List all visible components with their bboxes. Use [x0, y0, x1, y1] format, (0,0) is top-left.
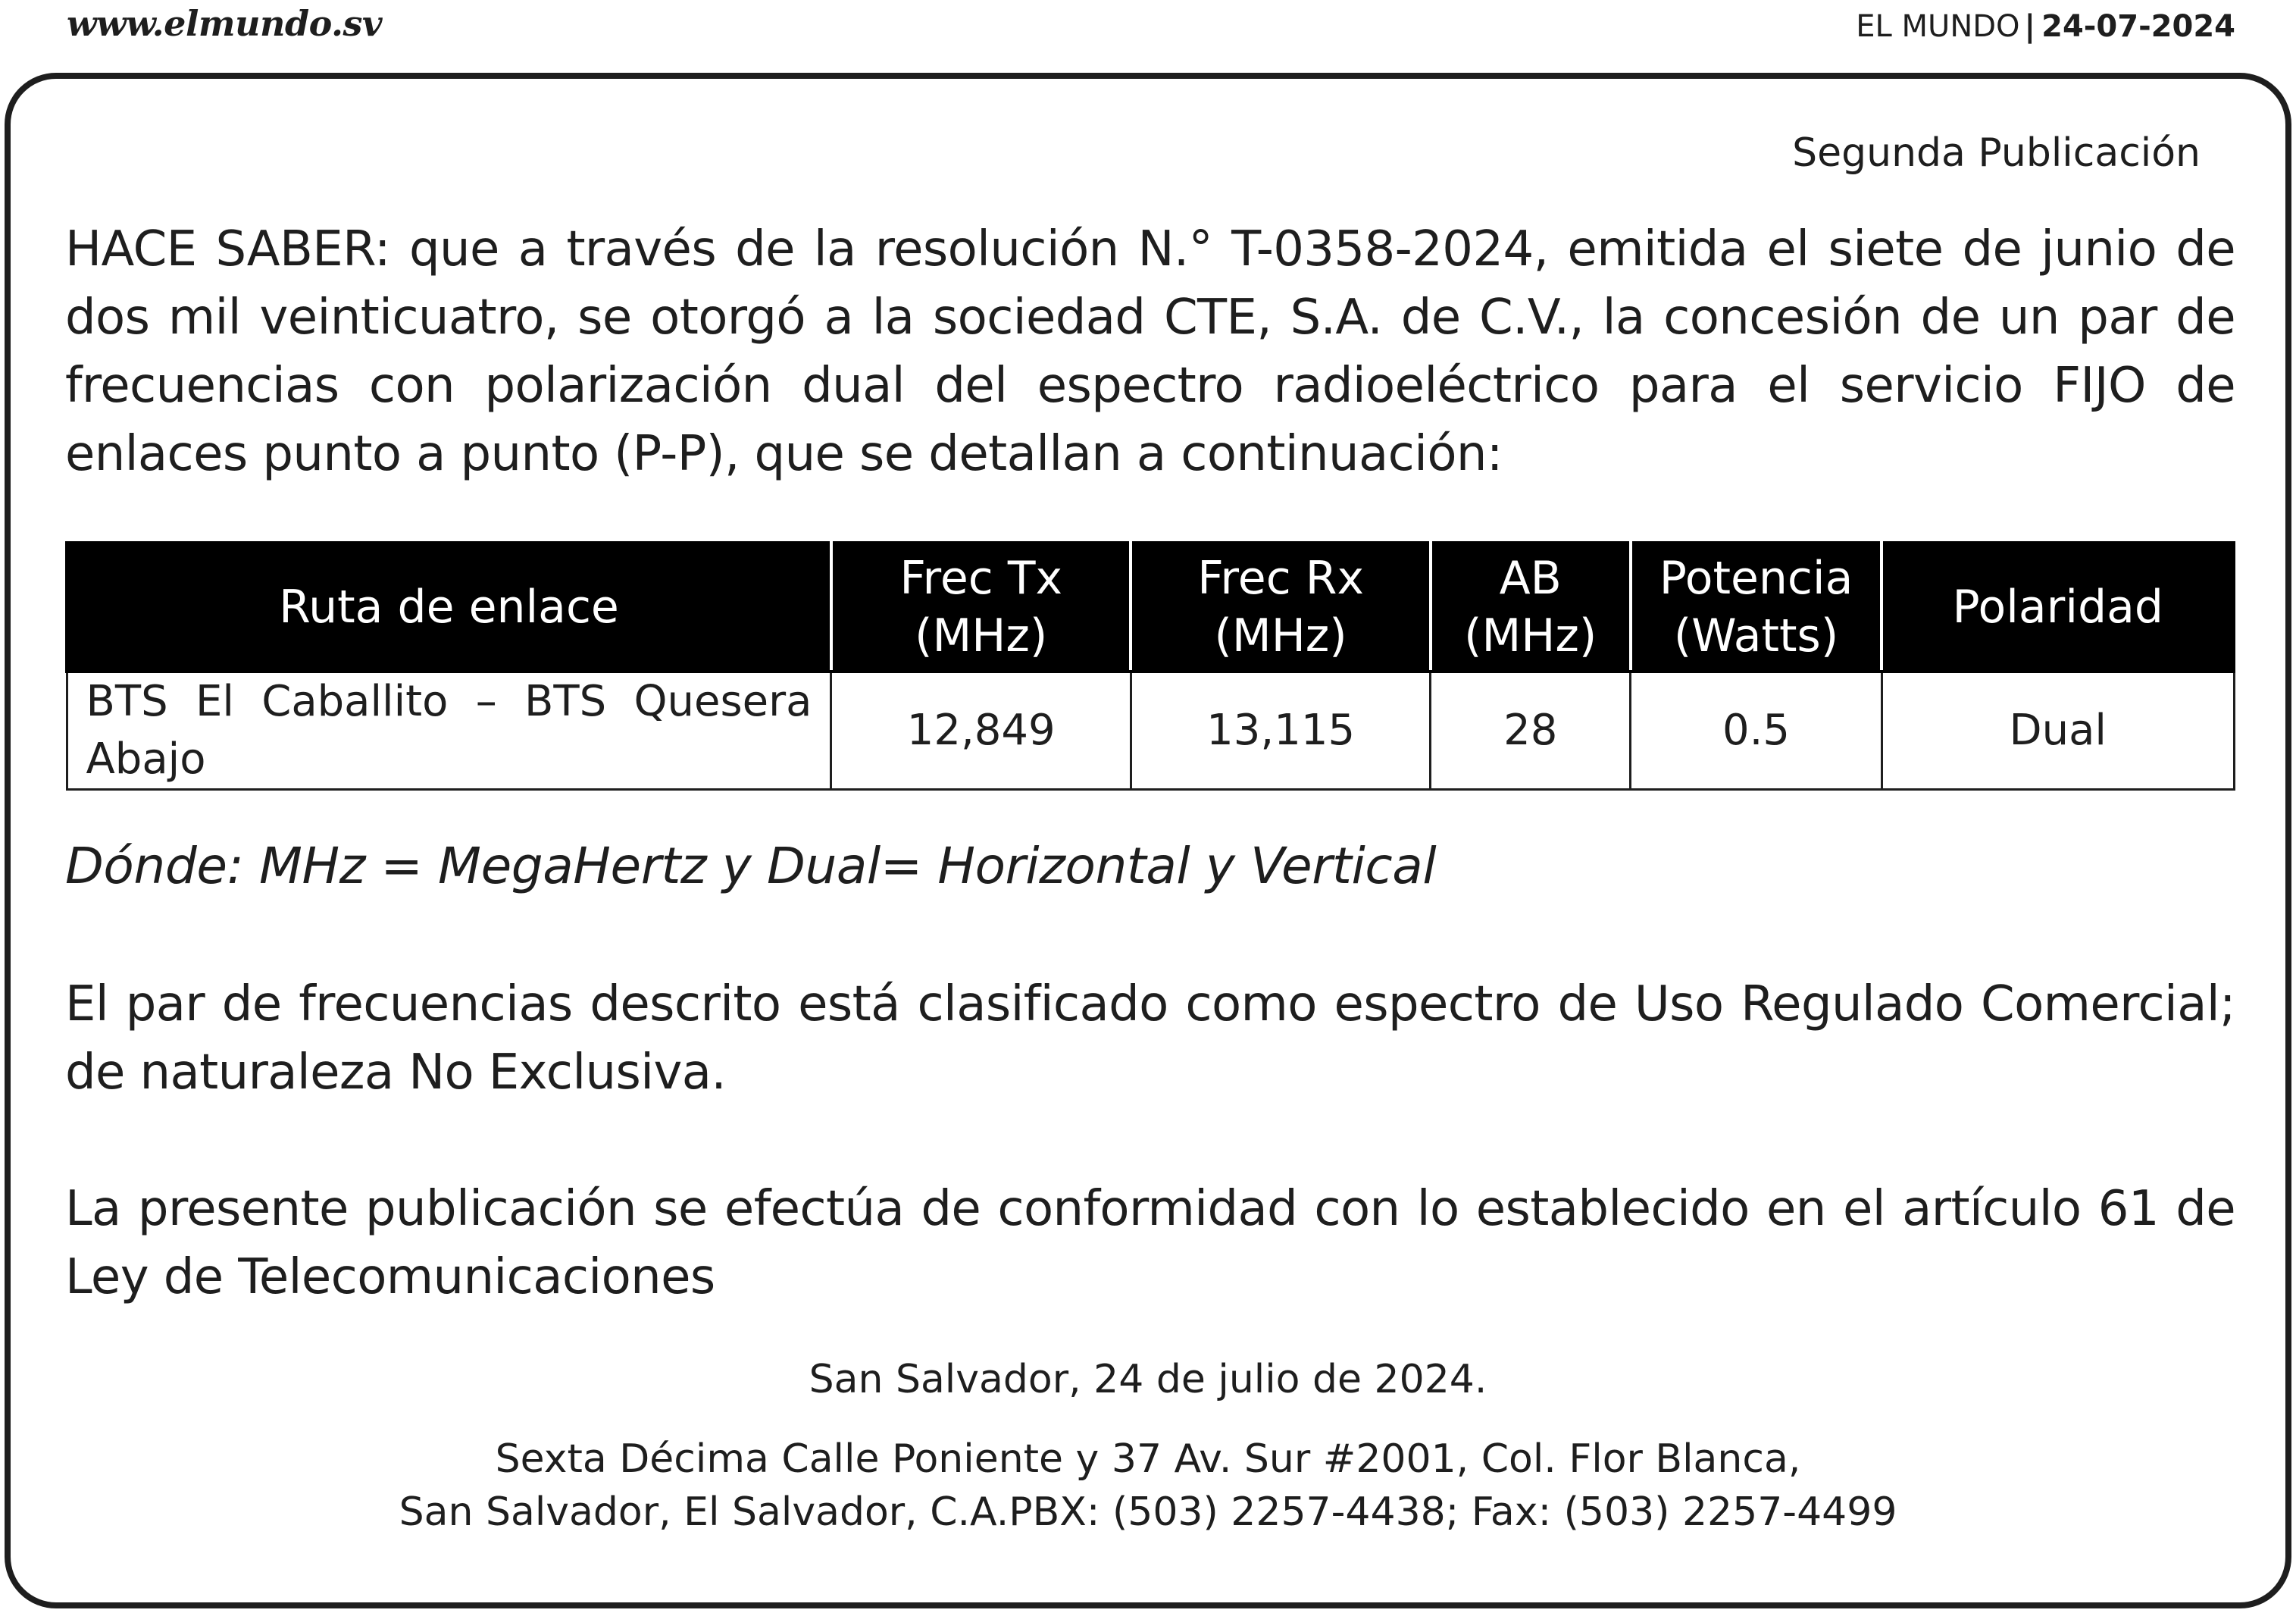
header-tx-frequency: Frec Tx (MHz) [831, 543, 1131, 672]
table-row [67, 672, 2234, 790]
newspaper-name: EL MUNDO [1856, 9, 2020, 44]
cell-route: BTS El Caballito – BTS Quesera Abajo [67, 672, 831, 790]
issue-date: 24-07-2024 [2041, 9, 2235, 44]
header-power: Potencia (Watts) [1631, 543, 1882, 672]
frequency-table [65, 541, 2235, 791]
unit-definition: Dónde: MHz = MegaHertz y Dual= Horizontal y Vertical [65, 837, 1437, 895]
contact-address [0, 1433, 2296, 1539]
header-separator: | [2024, 9, 2036, 44]
classification-paragraph: El par de frecuencias descrito está clasificado como espectro de Uso Regulado Comercial; de naturaleza No Exclusiva. [65, 976, 2235, 1101]
cell-polarity: Dual [1882, 672, 2234, 790]
header-issue-info [1856, 9, 2235, 44]
header-route: Ruta de enlace [67, 543, 831, 672]
address-line-2: San Salvador, El Salvador, C.A.PBX: (503) 2257-4438; Fax: (503) 2257-4499 [399, 1489, 1897, 1535]
cell-bandwidth: 28 [1431, 672, 1631, 790]
cell-tx-frequency: 12,849 [831, 672, 1131, 790]
site-url: www.elmundo.sv [67, 3, 383, 44]
header-bandwidth: AB (MHz) [1431, 543, 1631, 672]
header-polarity: Polaridad [1882, 543, 2234, 672]
address-line-1: Sexta Décima Calle Poniente y 37 Av. Sur #2001, Col. Flor Blanca, [495, 1436, 1801, 1482]
intro-paragraph: HACE SABER: que a través de la resolución N.° T-0358-2024, emitida el siete de junio de dos mil veinticuatro, se otorgó a la sociedad CTE, S.A. de C.V., la concesión de un par de frecuencias con polarización dual del espectro radioeléctrico para el servicio FIJO de enlaces punto a punto (P-P), que se detallan a continuación: [65, 221, 2235, 482]
legal-basis-paragraph: La presente publicación se efectúa de conformidad con lo establecido en el artículo 61 de Ley de Telecomunicaciones [65, 1181, 2235, 1305]
page-header [0, 0, 2296, 68]
place-and-date: San Salvador, 24 de julio de 2024. [809, 1357, 1487, 1402]
cell-power: 0.5 [1631, 672, 1882, 790]
header-rx-frequency: Frec Rx (MHz) [1131, 543, 1430, 672]
publication-label: Segunda Publicación [1792, 130, 2201, 176]
cell-rx-frequency: 13,115 [1131, 672, 1430, 790]
table-header-row [67, 543, 2234, 672]
